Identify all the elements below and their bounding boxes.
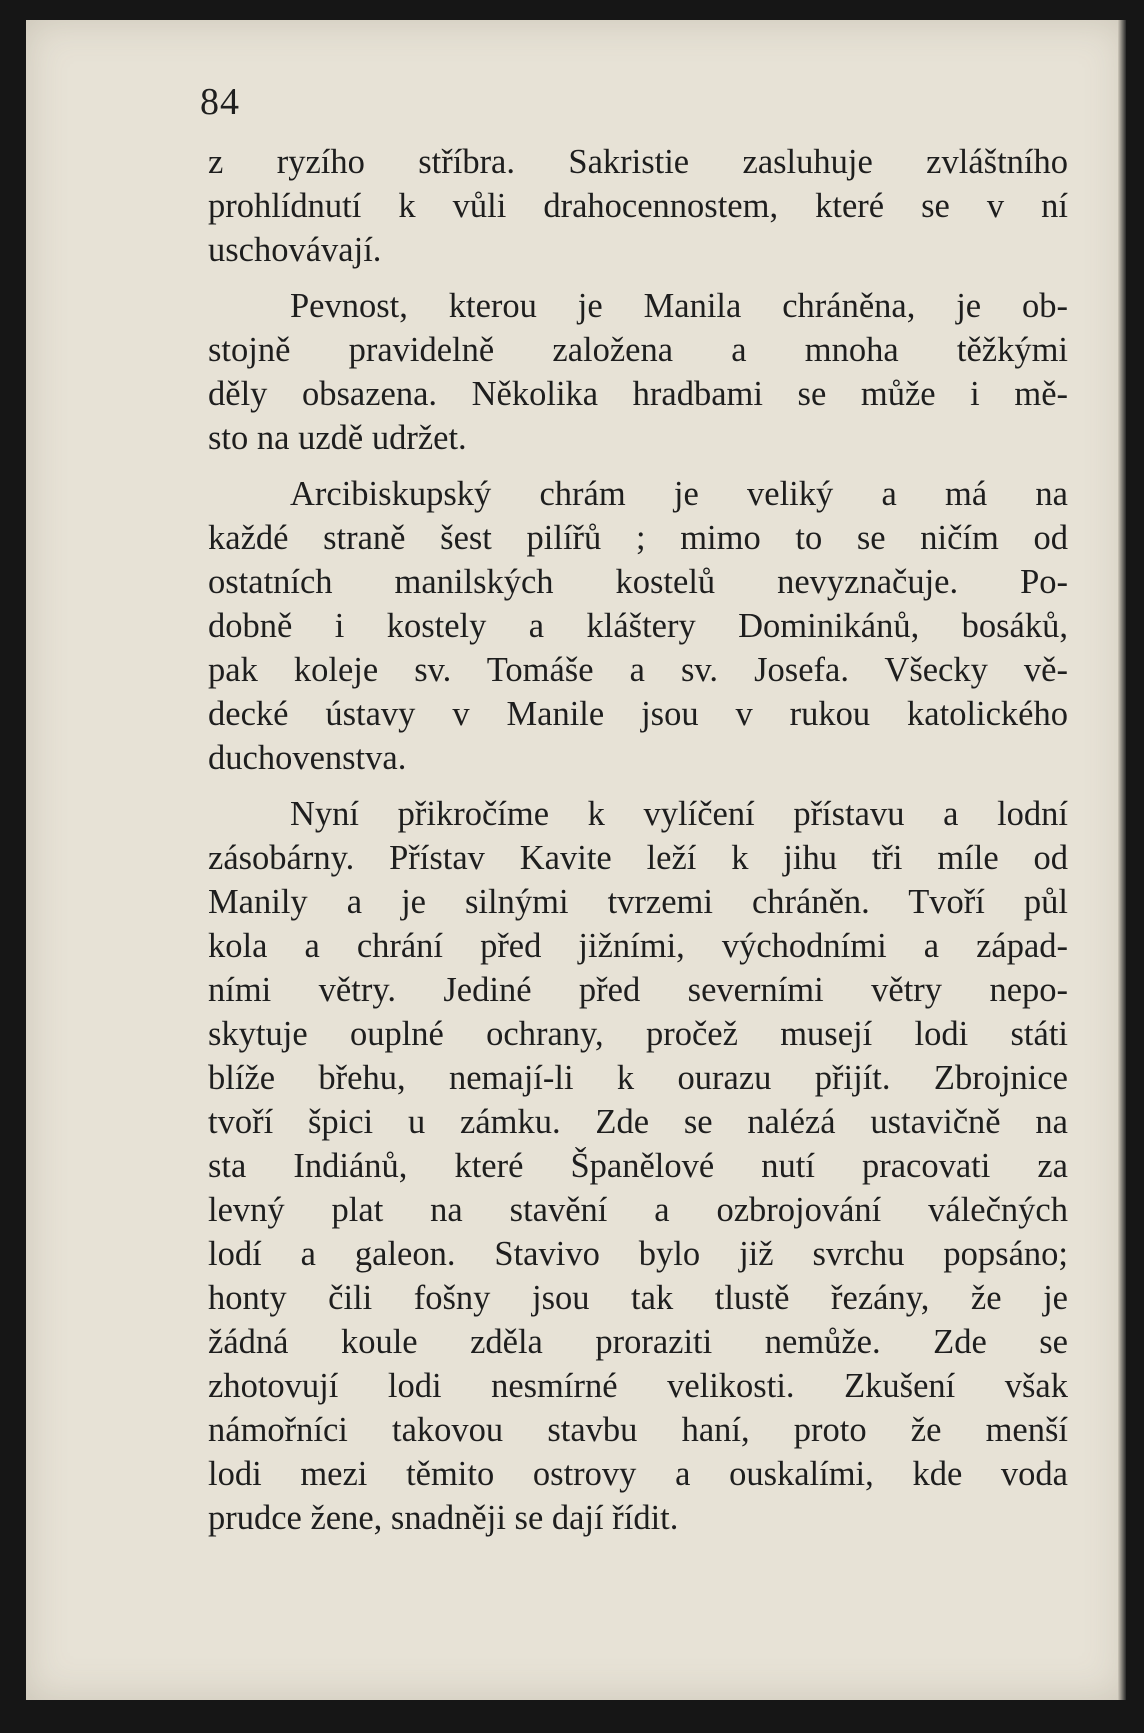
page-text (208, 140, 1068, 1540)
text-line: děly obsazena. Několika hradbami se může i mě- (208, 375, 1068, 413)
text-line: ostatních manilských kostelů nevyznačuje. Po- (208, 563, 1068, 601)
text-line: stojně pravidelně založena a mnoha těžkými (208, 331, 1068, 369)
paragraph-gap (208, 272, 1068, 284)
text-line: sto na uzdě udržet. (208, 419, 467, 457)
text-line: ními větry. Jediné před severními větry nepo- (208, 971, 1068, 1009)
text-line: skytuje ouplné ochrany, pročež musejí lodi státi (208, 1015, 1068, 1053)
text-line: každé straně šest pilířů ; mimo to se ničím od (208, 519, 1068, 557)
book-page (26, 20, 1126, 1700)
text-line: Pevnost, kterou je Manila chráněna, je ob- (290, 287, 1068, 325)
text-line: dobně i kostely a kláštery Dominikánů, bosáků, (208, 607, 1068, 645)
text-line: zhotovují lodi nesmírné velikosti. Zkušení však (208, 1367, 1068, 1405)
text-line: pak koleje sv. Tomáše a sv. Josefa. Všecky vě- (208, 651, 1068, 689)
text-line: kola a chrání před jižními, východními a západ- (208, 927, 1068, 965)
page-number: 84 (200, 81, 240, 123)
text-line: Manily a je silnými tvrzemi chráněn. Tvoří půl (208, 883, 1068, 921)
text-line: prudce žene, snadněji se dají řídit. (208, 1499, 679, 1537)
text-line: žádná koule zděla proraziti nemůže. Zde se (208, 1323, 1068, 1361)
text-line: duchovenstva. (208, 739, 407, 777)
text-line: sta Indiánů, které Španělové nutí pracovati za (208, 1147, 1068, 1185)
text-line: decké ústavy v Manile jsou v rukou katolického (208, 695, 1068, 733)
binding-edge (1118, 20, 1126, 1700)
text-line: zásobárny. Přístav Kavite leží k jihu tři míle od (208, 839, 1068, 877)
text-line: tvoří špici u zámku. Zde se nalézá ustavičně na (208, 1103, 1068, 1141)
text-line: uschovávají. (208, 231, 382, 269)
paragraph-gap (208, 780, 1068, 792)
text-line: Arcibiskupský chrám je veliký a má na (290, 475, 1068, 513)
paragraph-gap (208, 460, 1068, 472)
text-line: Nyní přikročíme k vylíčení přístavu a lodní (290, 795, 1068, 833)
text-line: levný plat na stavění a ozbrojování válečných (208, 1191, 1068, 1229)
text-line: blíže břehu, nemají-li k ourazu přijít. Zbrojnice (208, 1059, 1068, 1097)
text-line: námořníci takovou stavbu haní, proto že menší (208, 1411, 1068, 1449)
text-line: z ryzího stříbra. Sakristie zasluhuje zvláštního (208, 143, 1068, 181)
text-line: lodi mezi těmito ostrovy a ouskalími, kde voda (208, 1455, 1068, 1493)
text-line: lodí a galeon. Stavivo bylo již svrchu popsáno; (208, 1235, 1068, 1273)
text-line: prohlídnutí k vůli drahocennostem, které se v ní (208, 187, 1068, 225)
text-line: honty čili fošny jsou tak tlustě řezány, že je (208, 1279, 1068, 1317)
